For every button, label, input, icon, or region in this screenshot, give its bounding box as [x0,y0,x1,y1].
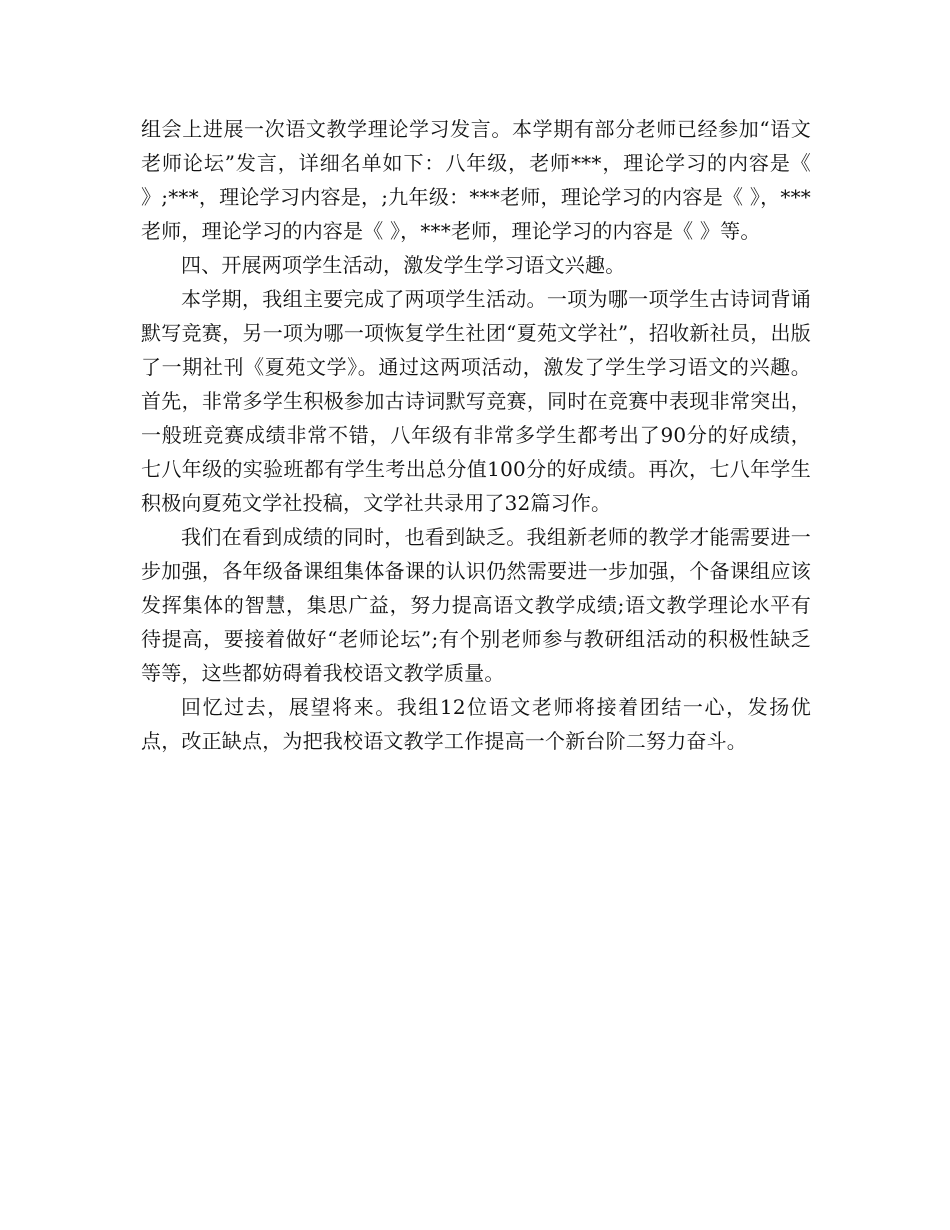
section-heading: 四、开展两项学生活动，激发学生学习语文兴趣。 [181,253,626,277]
document-body [141,112,811,758]
paragraph-shortcomings: 我们在看到成绩的同时，也看到缺乏。我组新老师的教学才能需要进一步加强，各年级备课组集体备课的认识仍然需要进一步加强，个备课组应该发挥集体的智慧，集思广益，努力提高语文教学成绩;语文教学理论水平有待提高，要接着做好“老师论坛”;有个别老师参与教研组活动的积极性缺乏等等，这些都妨碍着我校语文教学质量。 [141,525,811,685]
paragraph-conclusion: 回忆过去，展望将来。我组12位语文老师将接着团结一心，发扬优点，改正缺点，为把我校语文教学工作提高一个新台阶二努力奋斗。 [141,695,811,753]
paragraph-continued: 组会上进展一次语文教学理论学习发言。本学期有部分老师已经参加“语文老师论坛”发言，详细名单如下：八年级，老师***，理论学习的内容是《 》;***，理论学习内容是，;九年级：***老师，理论学习的内容是《 》，***老师，理论学习的内容是《 》，***老师，理论学习的内容是《 》等。 [141,117,811,243]
paragraph-student-activities: 本学期，我组主要完成了两项学生活动。一项为哪一项学生古诗词背诵默写竞赛，另一项为哪一项恢复学生社团“夏苑文学社”，招收新社员，出版了一期社刊《夏苑文学》。通过这两项活动，激发了学生学习语文的兴趣。首先，非常多学生积极参加古诗词默写竞赛，同时在竞赛中表现非常突出，一般班竞赛成绩非常不错，八年级有非常多学生都考出了90分的好成绩，七八年级的实验班都有学生考出总分值100分的好成绩。再次，七八年学生积极向夏苑文学社投稿，文学社共录用了32篇习作。 [141,287,811,515]
